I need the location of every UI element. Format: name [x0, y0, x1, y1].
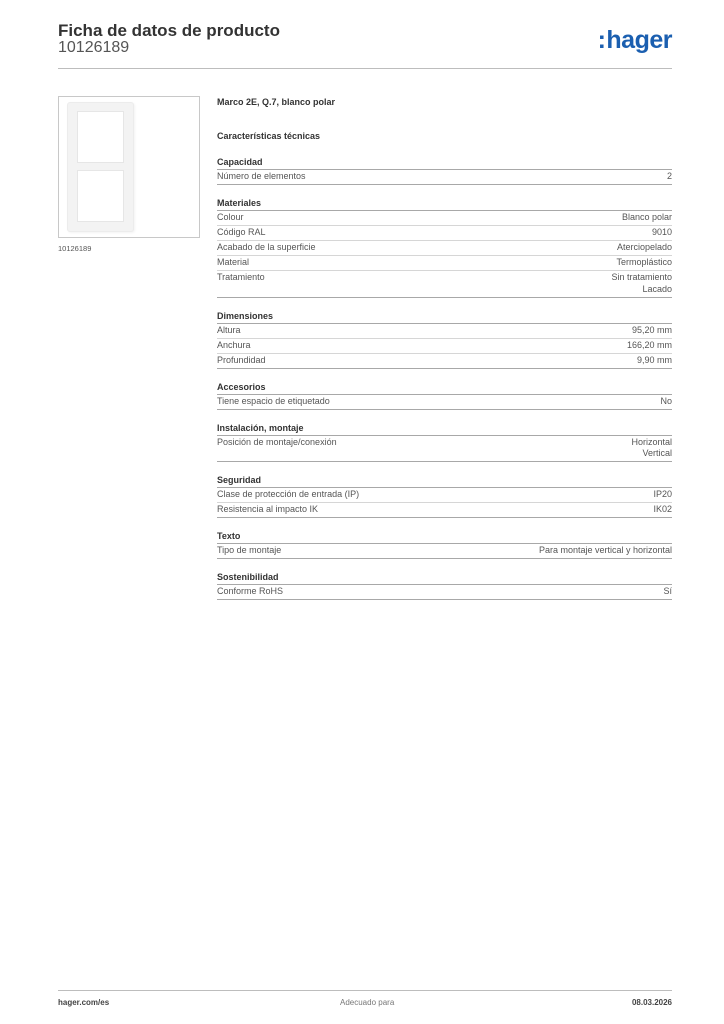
footer-date: 08.03.2026 — [631, 998, 672, 1007]
spec-value-line: IP20 — [653, 489, 672, 499]
spec-row — [217, 436, 672, 463]
spec-value-line: Sí — [663, 586, 672, 596]
spec-value — [632, 325, 672, 337]
section-title: Seguridad — [217, 474, 672, 488]
spec-label: Anchura — [217, 339, 251, 350]
section-title: Capacidad — [217, 156, 672, 170]
spec-value-line: Horizontal — [631, 436, 672, 447]
spec-value — [653, 504, 672, 516]
spec-section — [217, 310, 672, 369]
footer-note: Adecuado para — [340, 998, 395, 1007]
double-frame-illustration — [67, 102, 134, 232]
spec-value — [617, 242, 672, 254]
frame-slot-bottom — [77, 170, 124, 222]
spec-value-line: Para montaje vertical y horizontal — [538, 545, 672, 555]
spec-value — [627, 340, 672, 352]
image-caption: 10126189 — [58, 244, 92, 253]
spec-row — [217, 339, 672, 354]
spec-value-line: Blanco polar — [621, 212, 672, 222]
spec-value — [637, 355, 672, 367]
spec-label: Tiene espacio de etiquetado — [217, 395, 330, 406]
spec-row — [217, 544, 672, 559]
spec-label: Resistencia al impacto IK — [217, 504, 319, 514]
section-title: Instalación, montaje — [217, 422, 672, 436]
header-divider — [58, 68, 672, 69]
footer-divider — [58, 990, 672, 991]
spec-value — [663, 586, 672, 598]
spec-row — [217, 271, 672, 298]
spec-row — [217, 503, 672, 518]
spec-value — [667, 171, 672, 183]
spec-row — [217, 395, 672, 410]
brand-logo: :hager — [597, 26, 672, 54]
spec-value-line: Sin tratamiento — [611, 272, 672, 282]
product-name: Marco 2E, Q.7, blanco polar — [217, 97, 336, 107]
product-code: 10126189 — [58, 39, 130, 56]
section-title: Sostenibilidad — [217, 571, 672, 585]
spec-value-line: 9010 — [651, 227, 672, 237]
spec-value-line: IK02 — [653, 504, 672, 514]
spec-label: Número de elementos — [217, 171, 306, 181]
spec-section — [217, 474, 672, 518]
product-image — [58, 96, 200, 238]
spec-value-line: 9,90 mm — [636, 354, 672, 365]
spec-label: Material — [217, 257, 250, 267]
spec-value — [652, 227, 672, 239]
spec-row — [217, 585, 672, 600]
spec-label: Posición de montaje/conexión — [217, 436, 337, 447]
footer-website: hager.com/es — [58, 998, 110, 1007]
spec-value-line: Vertical — [642, 448, 672, 458]
brand-logo-text: hager — [606, 26, 672, 54]
page-title: Ficha de datos de producto — [58, 21, 280, 40]
spec-value — [616, 257, 672, 269]
spec-label: Conforme RoHS — [217, 586, 284, 596]
spec-value — [539, 545, 672, 557]
spec-value-line: 2 — [666, 171, 672, 181]
spec-label: Tipo de montaje — [217, 545, 282, 555]
spec-section — [217, 381, 672, 410]
spec-row — [217, 324, 672, 339]
frame-slot-top — [77, 111, 124, 163]
spec-label: Colour — [217, 212, 244, 222]
spec-label: Tratamiento — [217, 272, 265, 282]
spec-row — [217, 256, 672, 271]
spec-section — [217, 197, 672, 298]
spec-section — [217, 571, 672, 600]
spec-row — [217, 170, 672, 185]
spec-row — [217, 226, 672, 241]
spec-value — [611, 272, 672, 295]
spec-row — [217, 211, 672, 226]
spec-label: Clase de protección de entrada (IP) — [217, 489, 360, 499]
spec-value — [653, 489, 672, 501]
spec-row — [217, 241, 672, 256]
spec-value-line: 166,20 mm — [626, 339, 672, 350]
section-title: Materiales — [217, 197, 672, 211]
spec-value-line: No — [660, 395, 672, 406]
spec-value — [631, 437, 672, 460]
spec-sheet — [217, 96, 672, 600]
spec-label: Código RAL — [217, 227, 266, 237]
spec-label: Altura — [217, 324, 241, 335]
spec-value-line: Lacado — [642, 283, 672, 294]
section-title: Accesorios — [217, 381, 672, 395]
spec-sections — [217, 156, 672, 600]
section-title: Texto — [217, 530, 672, 544]
spec-section — [217, 530, 672, 559]
spec-label: Profundidad — [217, 354, 266, 365]
spec-row — [217, 354, 672, 369]
technical-characteristics-heading: Características técnicas — [217, 131, 321, 141]
spec-value — [660, 396, 672, 408]
spec-section — [217, 156, 672, 185]
spec-row — [217, 488, 672, 503]
section-title: Dimensiones — [217, 310, 672, 324]
spec-label: Acabado de la superficie — [217, 242, 316, 252]
spec-value-line: 95,20 mm — [631, 324, 672, 335]
spec-value-line: Aterciopelado — [616, 242, 672, 252]
spec-section — [217, 422, 672, 463]
spec-value — [622, 212, 672, 224]
spec-value-line: Termoplástico — [616, 257, 672, 267]
